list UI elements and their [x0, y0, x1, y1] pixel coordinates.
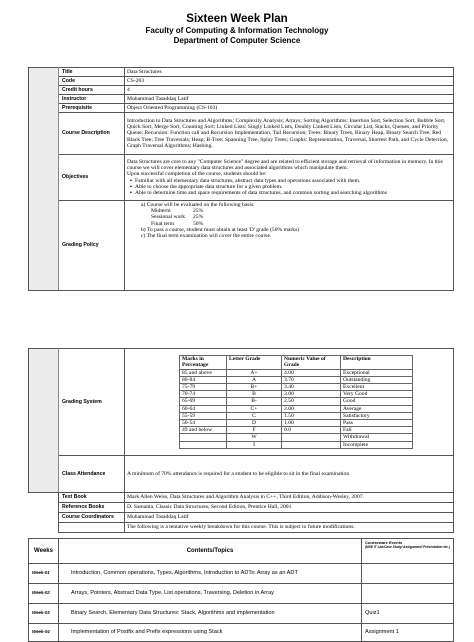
week-row: [29, 584, 454, 604]
week-row: [29, 604, 454, 624]
prerequisite-value: Object Oriented Programming (CS-103): [125, 104, 454, 113]
grade-row: [180, 412, 413, 419]
objective-item: ▪ Able to determine time and space requirements of data structures, and common sorting and searching algorithms: [137, 190, 451, 196]
grade-cell: 80-84: [180, 376, 227, 383]
code-label: Code: [59, 77, 125, 86]
grade-cell: F: [227, 427, 282, 434]
faculty-name: Faculty of Computing & Information Technology: [145, 26, 329, 35]
course-description-label: Course Description: [59, 113, 125, 155]
grade-header: Numeric Value of Grade: [282, 356, 341, 369]
grade-cell: 1.00: [282, 420, 341, 427]
week-label: Week-01: [29, 564, 59, 584]
note-spacer: [59, 523, 125, 533]
grading-final: Final term 50%: [151, 220, 204, 227]
grading-sessional: Sessional work 25%: [151, 214, 204, 221]
week-label: Week-04: [29, 624, 59, 642]
grading-rule-c: c) The final term examination will cover the entire course.: [141, 233, 272, 240]
grade-cell: 2.50: [282, 398, 341, 405]
grade-cell: 4.00: [282, 369, 341, 376]
grading-rule-b: b) To pass a course, student must obtain at least 'D' grade (50% marks): [141, 226, 300, 233]
grade-cell: Pass: [341, 420, 413, 427]
grade-cell: 50-54: [180, 420, 227, 427]
week-label: Week-02: [29, 584, 59, 604]
credit-hours-value: 4: [125, 86, 454, 95]
grade-cell: Satisfactory: [341, 412, 413, 419]
grade-cell: 3.00: [282, 391, 341, 398]
week-event: Assignment 1: [362, 624, 454, 642]
grade-row: [180, 420, 413, 427]
grade-cell: B+: [227, 383, 282, 390]
course-coordinators-value: Muhammad Tasaddaq Latif: [125, 513, 454, 523]
objectives-lead: Upon successful completion of the course, students should be:: [127, 171, 267, 178]
grade-header: Letter Grade: [227, 356, 282, 369]
prerequisite-label: Prerequisite: [59, 104, 125, 113]
grading-policy-label: Grading Policy: [59, 201, 125, 291]
grade-row: [180, 405, 413, 412]
credit-hours-label: Credit hours: [59, 86, 125, 95]
row-gutter: [29, 68, 59, 291]
objectives-label: Objectives: [59, 155, 125, 201]
grade-cell: 70-74: [180, 391, 227, 398]
grade-cell: Outstanding: [341, 376, 413, 383]
grading-system-value: [125, 349, 454, 456]
grade-cell: Average: [341, 405, 413, 412]
grade-cell: A: [227, 376, 282, 383]
weeks-header: Weeks: [29, 539, 59, 564]
topics-header: Contents/Topics: [59, 539, 362, 564]
weekly-plan-table: [28, 538, 454, 642]
grading-midterm: Midterm 25%: [151, 208, 204, 215]
instructor-label: Instructor: [59, 95, 125, 104]
grade-cell: W: [227, 434, 282, 441]
grade-row: [180, 434, 413, 441]
courseware-title: Courseware Events: [365, 540, 403, 545]
grade-cell: B: [227, 391, 282, 398]
grade-cell: 2.00: [282, 405, 341, 412]
grade-cell: 55-59: [180, 412, 227, 419]
grade-cell: C: [227, 412, 282, 419]
reference-books-label: Reference Books: [59, 503, 125, 513]
grade-cell: [282, 434, 341, 441]
grade-row: [180, 369, 413, 376]
week-topic: Introduction, Common operations, Types, Algorithms, Introduction to ADTs: Array as an ADT: [59, 564, 362, 584]
grade-row: [180, 398, 413, 405]
text-book-label: Text Book: [59, 493, 125, 503]
grading-system-table: [179, 355, 413, 449]
grade-cell: B-: [227, 398, 282, 405]
text-book-value: Mark Allen Weiss, Data Structures and Algorithm Analysis in C++, Third Edition, Addison-Wesley, 2007.: [125, 493, 454, 503]
grade-cell: A+: [227, 369, 282, 376]
grade-cell: 65-69: [180, 398, 227, 405]
reference-books-value: D. Samanta, Classic Data Structures, Second Edition, Prentice Hall, 2001: [125, 503, 454, 513]
course-policy-table: [28, 348, 454, 533]
grade-cell: Withdrawal: [341, 434, 413, 441]
grade-cell: [180, 434, 227, 441]
grading-system-label: Grading System: [59, 349, 125, 456]
grade-row: [180, 427, 413, 434]
week-event: [362, 584, 454, 604]
week-row: [29, 564, 454, 584]
grade-cell: 60-64: [180, 405, 227, 412]
objectives-value: [125, 155, 454, 201]
department-name: Department of Computer Science: [173, 36, 301, 45]
code-value: CS-203: [125, 77, 454, 86]
grade-cell: I: [227, 441, 282, 448]
instructor-value: Muhammad Tasaddaq Latif: [125, 95, 454, 104]
week-topic: Implementation of Postfix and Prefix expressions using Stack: [59, 624, 362, 642]
grade-cell: 3.40: [282, 383, 341, 390]
class-attendance-value: A minimum of 70% attendance is required for a student to be eligible to sit in the final examination: [125, 456, 454, 493]
course-coordinators-label: Course Coordinators: [59, 513, 125, 523]
grade-cell: 49 and below: [180, 427, 227, 434]
grade-cell: 75-79: [180, 383, 227, 390]
week-event: [362, 564, 454, 584]
grade-cell: D: [227, 420, 282, 427]
row-gutter: [29, 493, 59, 533]
title-value: Data Structures: [125, 68, 454, 77]
course-description-value: Introduction to Data Structures and Algorithms; Complexity Analysis; Arrays; Sorting Algorithms: Insertion Sort, Selection Sort, Bubble Sort, Quick Sort, Merge Sort, Counting Sort; Linked Lists: Singly Linked Lists, Doubly Linked Lists, Circular List, Stacks, Queues, and Priority Queue; Recursion: Function call and Recursion Implementation, Tail Recursion; Trees: Binary Trees, Binary Heap, Binary Search Tree, Red Black Tree; Tree Traversals; Heap; B-Tree; Spanning Tree, Splay Trees; Graphs: Representation, Traversal, Shortest Path, and Cycle Detection, Graph Traversal Algorithms; Hashing.: [125, 113, 454, 155]
grade-row: [180, 391, 413, 398]
grade-cell: C+: [227, 405, 282, 412]
week-topic: Binary Search, Elementary Data Structures: Stack, Algorithms and implementation: [59, 604, 362, 624]
grade-cell: Excellent: [341, 383, 413, 390]
grade-cell: [180, 441, 227, 448]
grade-row: [180, 383, 413, 390]
grade-row: [180, 376, 413, 383]
objectives-list: [127, 178, 451, 197]
grade-cell: 3.70: [282, 376, 341, 383]
class-attendance-label: Class Attendance: [59, 456, 125, 493]
course-info-table: [28, 67, 454, 291]
grade-cell: Fail: [341, 427, 413, 434]
grade-cell: Incomplete: [341, 441, 413, 448]
week-topic: Arrays, Pointers, Abstract Data Type, List operations, Traversing, Deletion in Array: [59, 584, 362, 604]
grade-header: Marks in Percentage: [180, 356, 227, 369]
grade-cell: Very Good: [341, 391, 413, 398]
objectives-intro: Data Structures are core to any "Computer Science" degree and are related to efficient storage and retrieval of information in memory. In this course we will cover elementary data structures and associated algorithms which manipulate them.: [127, 158, 443, 172]
grading-rule-a: a) Course will be evaluated on the following basis:: [141, 202, 255, 208]
grade-cell: 0.0: [282, 427, 341, 434]
week-event: Quiz1: [362, 604, 454, 624]
courseware-subtitle: (MSE IT Lab/Case Study/ Assignment/ Presentation etc.): [365, 545, 450, 549]
grade-cell: 85 and above: [180, 369, 227, 376]
week-label: Week-03: [29, 604, 59, 624]
courseware-header: [362, 539, 454, 564]
row-gutter: [29, 349, 59, 493]
objective-item: ▪ Familiar with all elementary data structures, abstract data types and operations associated with them.: [137, 178, 451, 184]
grade-row: [180, 441, 413, 448]
grade-cell: [282, 441, 341, 448]
grade-cell: 1.50: [282, 412, 341, 419]
week-row: [29, 624, 454, 642]
grade-header: Description: [341, 356, 413, 369]
title-label: Title: [59, 68, 125, 77]
grading-policy-value: [125, 201, 454, 291]
page-title: Sixteen Week Plan: [186, 13, 288, 25]
grade-cell: Exceptional: [341, 369, 413, 376]
plan-note: The following is a tentative weekly breakdown for this course. This is subject to future modifications.: [125, 523, 454, 533]
objective-item: ▪ Able to choose the appropriate data structure for a given problem.: [137, 184, 451, 190]
grade-cell: Good: [341, 398, 413, 405]
